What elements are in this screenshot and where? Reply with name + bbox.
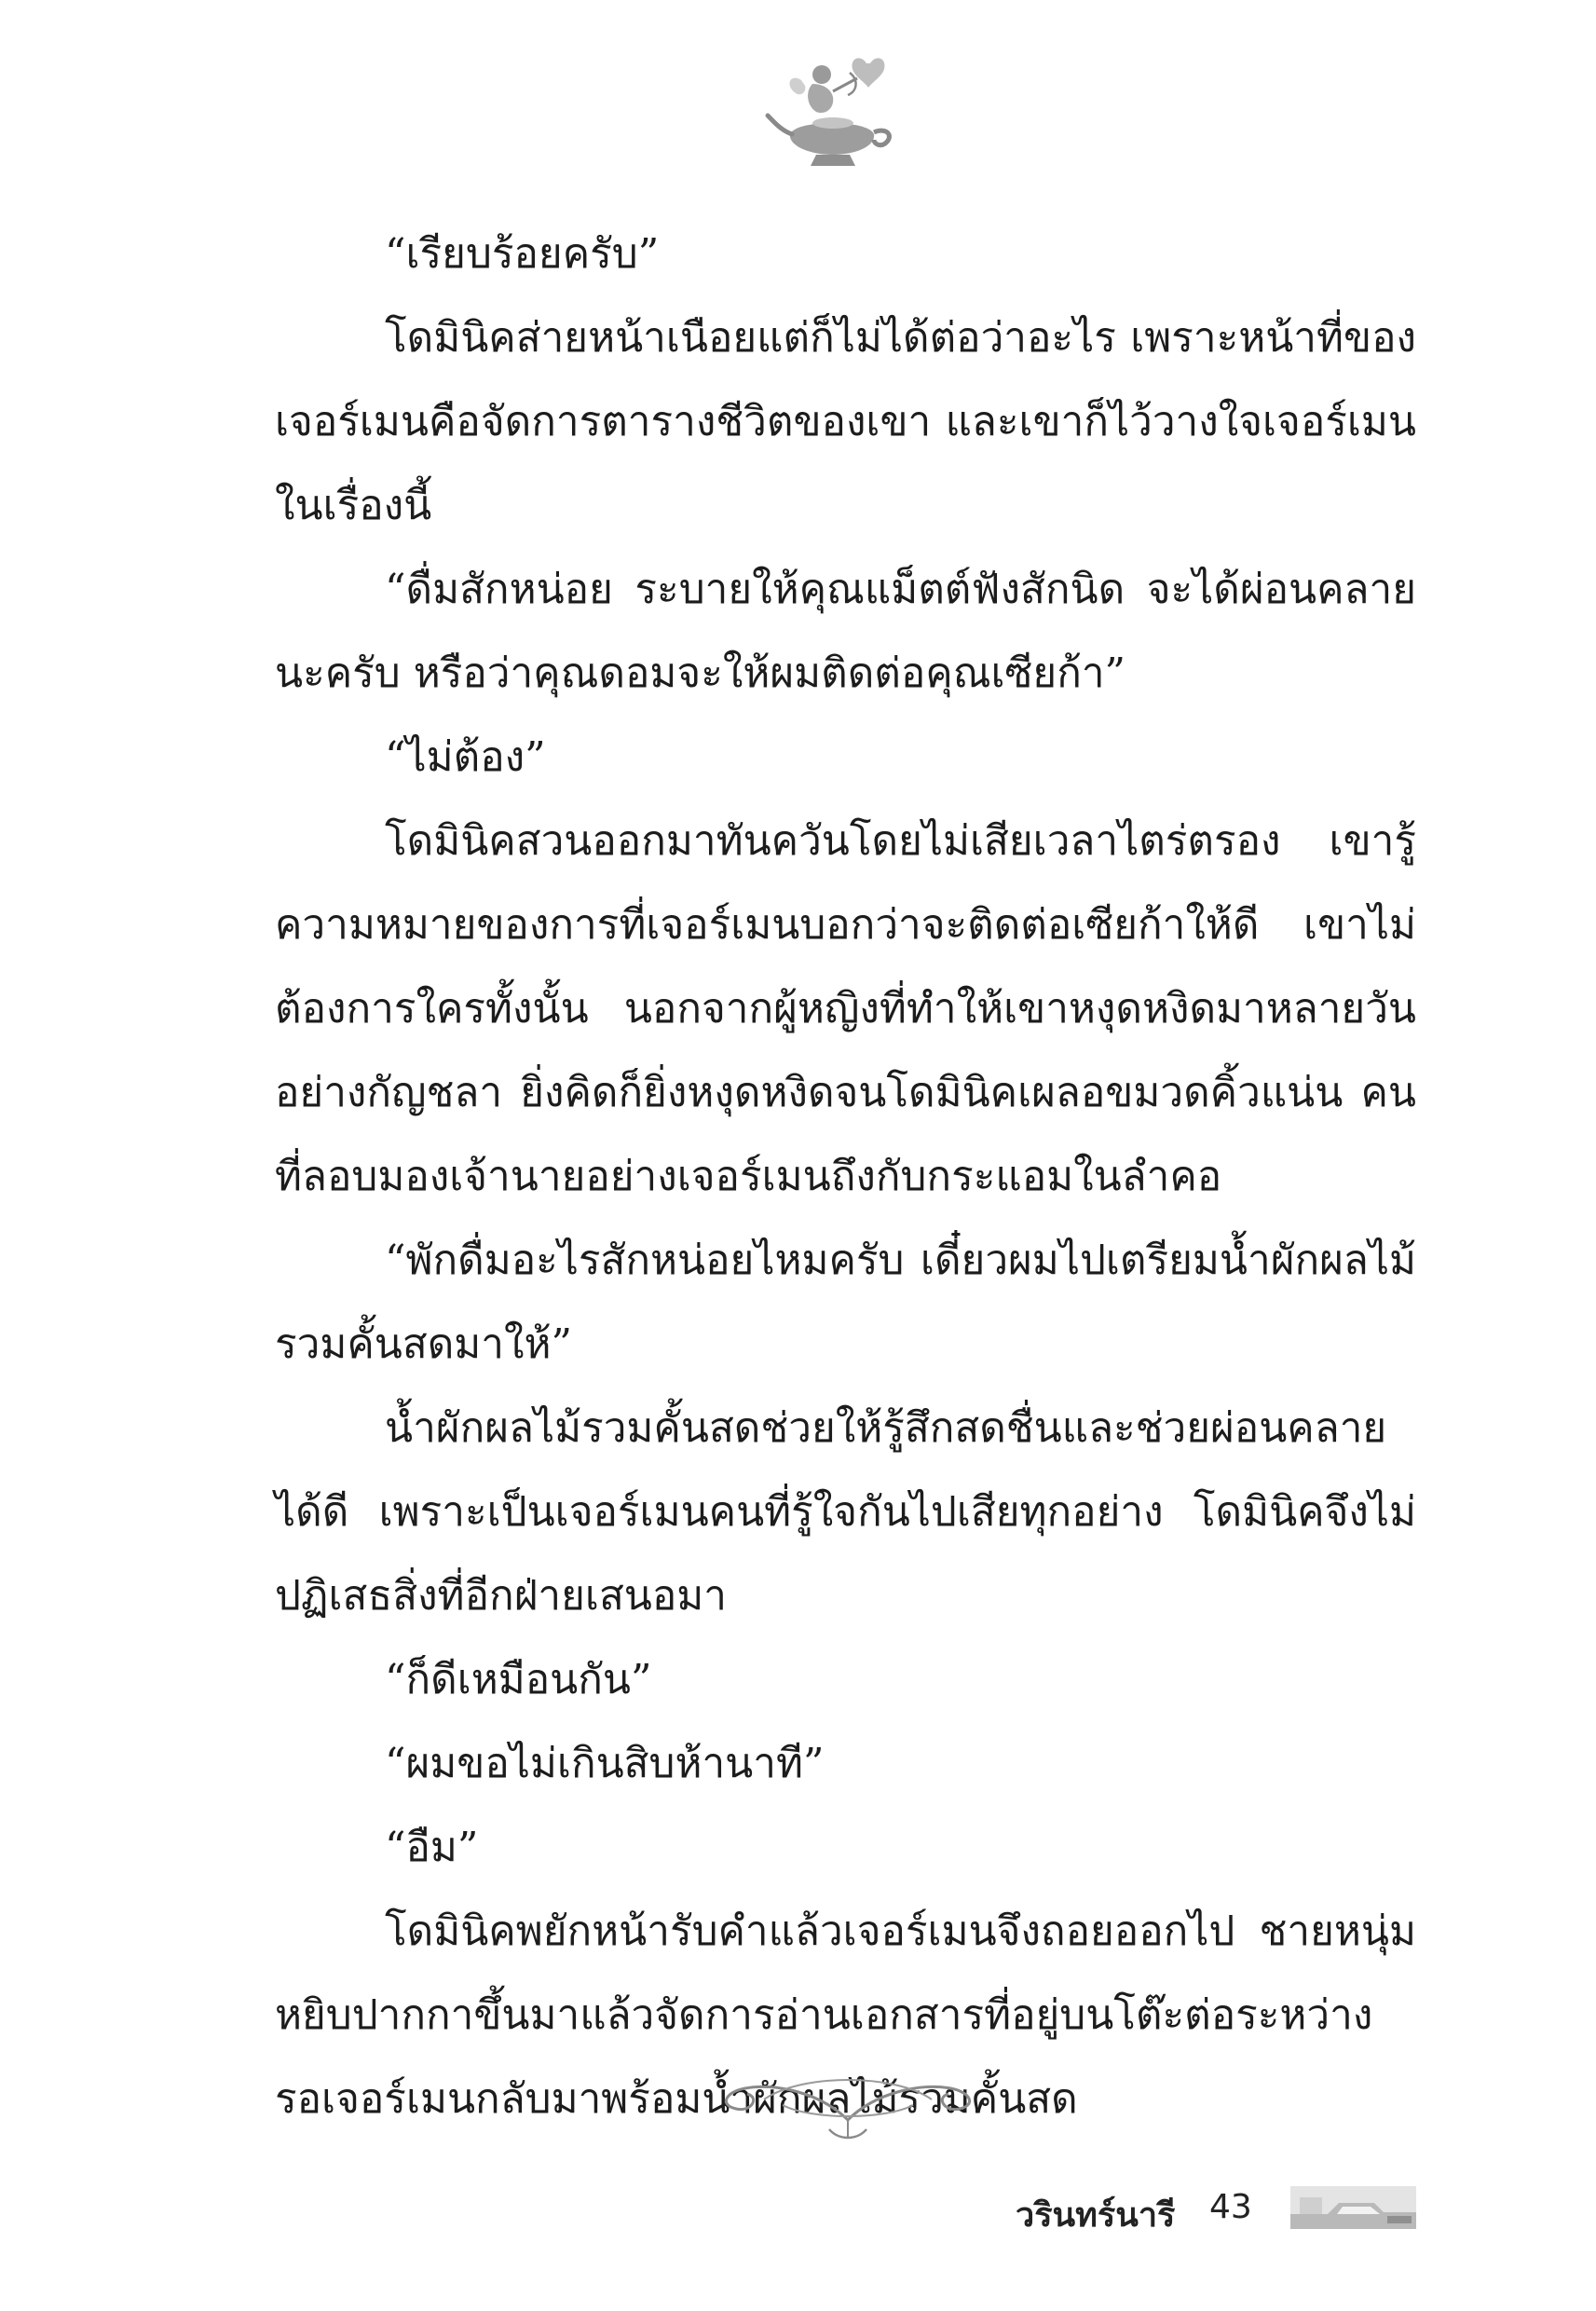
- paragraph: “ดื่มสักหน่อย ระบายให้คุณแม็ตต์ฟังสักนิด จะได้ผ่อนคลายนะครับ หรือว่าคุณดอมจะให้ผมติดต่อคุณเซียก้า”: [275, 566, 1416, 697]
- page-footer: [969, 2181, 1416, 2246]
- paragraph: “ก็ดีเหมือนกัน”: [385, 1656, 652, 1703]
- flourish-divider-icon: [708, 2055, 988, 2143]
- book-graphic-icon: [1290, 2186, 1416, 2229]
- paragraph: “พักดื่มอะไรสักหน่อยไหมครับ เดี๋ยวผมไปเตรียมน้ำผักผลไม้รวมคั้นสดมาให้”: [275, 1237, 1416, 1368]
- paragraph: น้ำผักผลไม้รวมคั้นสดช่วยให้รู้สึกสดชื่นและช่วยผ่อนคลายได้ดี เพราะเป็นเจอร์เมนคนที่รู้ใจกันไปเสียทุกอย่าง โดมินิคจึงไม่ปฏิเสธสิ่งที่อีกฝ่ายเสนอมา: [275, 1404, 1416, 1620]
- book-title: วรินทร์นารี: [1016, 2196, 1176, 2235]
- paragraph: โดมินิคสวนออกมาทันควันโดยไม่เสียเวลาไตร่ตรอง เขารู้ความหมายของการที่เจอร์เมนบอกว่าจะติดต่อเซียก้าให้ดี เขาไม่ต้องการใครทั้งนั้น นอกจากผู้หญิงที่ทำให้เขาหงุดหงิดมาหลายวันอย่างกัญชลา ยิ่งคิดก็ยิ่งหงุดหงิดจนโดมินิคเผลอขมวดคิ้วแน่น คนที่ลอบมองเจ้านายอย่างเจอร์เมนถึงกับกระแอมในลำคอ: [275, 817, 1416, 1200]
- paragraph: “ผมขอไม่เกินสิบห้านาที”: [385, 1740, 825, 1787]
- page-number: 43: [1209, 2188, 1252, 2226]
- cupid-teapot-ornament-icon: [764, 54, 904, 175]
- paragraph: “อืม”: [385, 1824, 479, 1871]
- paragraph: โดมินิคพยักหน้ารับคำแล้วเจอร์เมนจึงถอยออกไป ชายหนุ่มหยิบปากกาขึ้นมาแล้วจัดการอ่านเอกสารที่อยู่บนโต๊ะต่อระหว่างรอเจอร์เมนกลับมาพร้อมน้ำผักผลไม้รวมคั้นสด: [275, 1908, 1416, 2123]
- paragraph: “เรียบร้อยครับ”: [385, 230, 660, 278]
- body-text: [275, 212, 1416, 2141]
- paragraph: “ไม่ต้อง”: [385, 733, 546, 781]
- paragraph: โดมินิคส่ายหน้าเนือยแต่ก็ไม่ได้ต่อว่าอะไร เพราะหน้าที่ของเจอร์เมนคือจัดการตารางชีวิตของเขา และเขาก็ไว้วางใจเจอร์เมนในเรื่องนี้: [275, 314, 1416, 529]
